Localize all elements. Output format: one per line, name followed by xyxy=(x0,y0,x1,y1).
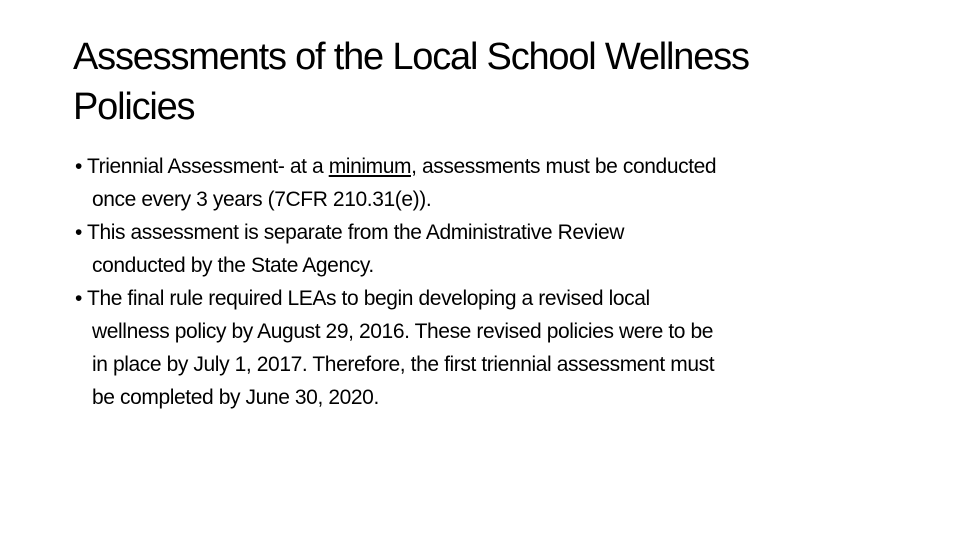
bullet-continuation: in place by July 1, 2017. Therefore, the first triennial assessment must xyxy=(92,353,715,376)
bullet-final-rule xyxy=(75,282,935,414)
bullet-line xyxy=(75,216,935,249)
bullet-line xyxy=(75,282,935,315)
slide-title xyxy=(73,32,933,132)
bullet-line xyxy=(75,150,935,183)
bullet-continuation: wellness policy by August 29, 2016. These revised policies were to be xyxy=(92,320,714,343)
bullet-text: assessments must be conducted xyxy=(416,155,717,178)
bullet-continuation: be completed by June 30, 2020. xyxy=(92,386,379,409)
bullet-text: The final rule required LEAs to begin developing a revised local xyxy=(87,287,650,310)
bullet-continuation: once every 3 years (7CFR 210.31(e)). xyxy=(92,188,432,211)
bullet-text: This assessment is separate from the Administrative Review xyxy=(87,221,625,244)
bullet-continuation: conducted by the State Agency. xyxy=(92,254,374,277)
bullet-triennial-assessment xyxy=(75,150,935,216)
bullet-marker: • xyxy=(75,221,82,244)
title-line: Policies xyxy=(73,86,195,128)
bullet-separate-assessment xyxy=(75,216,935,282)
bullet-text: Triennial Assessment- at a xyxy=(87,155,329,178)
underlined-text: minimum, xyxy=(328,155,417,178)
bullet-marker: • xyxy=(75,155,82,178)
bullet-marker: • xyxy=(75,287,82,310)
title-line: Assessments of the Local School Wellness xyxy=(73,36,749,78)
bullet-list xyxy=(75,150,935,414)
